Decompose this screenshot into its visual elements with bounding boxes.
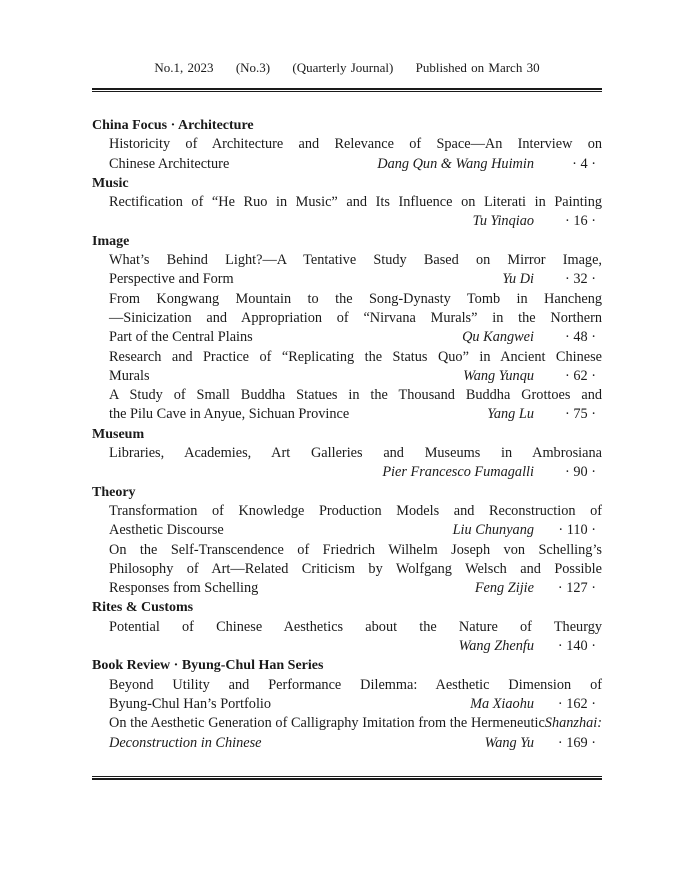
entry-title-text: From Kongwang Mountain to the Song-Dynasty Tomb in Hancheng xyxy=(109,290,602,307)
entry-author-line xyxy=(109,695,602,714)
section-title: Book Review · Byung-Chul Han Series xyxy=(92,658,324,674)
publish-date: Published on March 30 xyxy=(415,60,540,75)
entry-title-italic: Shanzhai: xyxy=(544,715,602,732)
entry-title-line xyxy=(109,348,602,367)
entry-author: Yang Lu xyxy=(487,406,534,423)
entry-title-line xyxy=(109,444,602,463)
entry-title-line xyxy=(109,541,602,560)
entry-page-number: · 62 · xyxy=(565,367,596,384)
entry-page-number: · 162 · xyxy=(557,695,596,712)
entry-title-text: Murals xyxy=(109,367,150,384)
entry-title-text xyxy=(109,734,261,753)
section-title: China Focus · Architecture xyxy=(92,118,254,133)
entry-author: Wang Yu xyxy=(484,734,534,751)
toc-entry[interactable] xyxy=(92,444,602,483)
entry-author-line xyxy=(109,463,602,482)
section-title: Image xyxy=(92,233,130,249)
entry-author: Tu Yinqiao xyxy=(472,213,534,230)
entry-title-line xyxy=(109,714,602,733)
entry-title-text: Research and Practice of “Replicating the Status Quo” in Ancient Chinese xyxy=(109,348,602,365)
journal-header xyxy=(92,60,602,76)
entry-title-line xyxy=(109,193,602,212)
toc-entry[interactable] xyxy=(92,251,602,290)
entry-title-text: Beyond Utility and Performance Dilemma: Aesthetic Dimension of xyxy=(109,676,602,693)
entry-title-line xyxy=(109,618,602,637)
entry-title-line xyxy=(109,386,602,405)
table-of-contents xyxy=(92,116,602,753)
entry-title-text: Byung-Chul Han’s Portfolio xyxy=(109,695,272,712)
toc-entry[interactable] xyxy=(92,714,602,753)
toc-entry[interactable] xyxy=(92,541,602,599)
entry-title-text: Philosophy of Art—Related Criticism by Wolfgang Welsch and Possible xyxy=(109,560,602,577)
toc-entry[interactable] xyxy=(92,290,602,348)
entry-title-text: On the Self-Transcendence of Friedrich Wilhelm Joseph von Schelling’s xyxy=(109,541,602,558)
entry-author: Pier Francesco Fumagalli xyxy=(382,464,534,481)
entry-page-number: · 4 · xyxy=(572,155,596,172)
entry-title-text: A Study of Small Buddha Statues in the Thousand Buddha Grottoes and xyxy=(109,387,602,404)
entry-title-text: On the Aesthetic Generation of Calligraphy Imitation from the Hermeneutic xyxy=(109,715,545,732)
entry-page-number: · 110 · xyxy=(558,522,596,539)
entry-title-text: Perspective and Form xyxy=(109,271,234,288)
section-title: Rites & Customs xyxy=(92,600,194,616)
entry-author-line xyxy=(109,579,602,598)
entry-author-line xyxy=(109,155,602,174)
entry-author-line xyxy=(109,270,602,289)
entry-title-text: Aesthetic Discourse xyxy=(109,522,224,539)
toc-entry[interactable] xyxy=(92,193,602,232)
entry-author: Wang Yunqu xyxy=(463,367,534,384)
footer-rule xyxy=(92,775,602,780)
section-title: Music xyxy=(92,175,129,191)
entry-page-number: · 169 · xyxy=(557,734,596,751)
entry-author: Dang Qun & Wang Huimin xyxy=(377,155,534,172)
entry-title-text: Rectification of “He Ruo in Music” and Its Influence on Literati in Painting xyxy=(109,194,602,211)
toc-entry[interactable] xyxy=(92,135,602,174)
entry-title-line xyxy=(109,135,602,154)
entry-title-italic: Deconstruction in Chinese xyxy=(109,734,262,751)
entry-page-number: · 48 · xyxy=(565,329,596,346)
entry-author-line xyxy=(109,212,602,231)
entry-author: Feng Zijie xyxy=(474,580,534,597)
entry-title-text: Historicity of Architecture and Relevance of Space—An Interview on xyxy=(109,136,602,153)
header-rule xyxy=(92,88,602,92)
entry-author-line xyxy=(109,521,602,540)
entry-page-number: · 127 · xyxy=(557,580,596,597)
entry-author-line xyxy=(109,637,602,656)
issue-number: (No.3) xyxy=(235,60,271,75)
entry-title-line xyxy=(109,290,602,309)
entry-title-text: Chinese Architecture xyxy=(109,155,230,172)
toc-entry[interactable] xyxy=(92,676,602,715)
entry-author-line xyxy=(109,734,602,753)
entry-page-number: · 32 · xyxy=(565,271,596,288)
entry-title-text: the Pilu Cave in Anyue, Sichuan Province xyxy=(109,406,350,423)
entry-title-text: Transformation of Knowledge Production Models and Reconstruction of xyxy=(109,502,602,519)
entry-title-text: What’s Behind Light?—A Tentative Study Based on Mirror Image, xyxy=(109,252,602,269)
entry-title-line xyxy=(109,502,602,521)
toc-entry[interactable] xyxy=(92,386,602,425)
entry-page-number: · 75 · xyxy=(565,406,596,423)
entry-title-line xyxy=(109,309,602,328)
entry-title-text: Part of the Central Plains xyxy=(109,329,253,346)
toc-entry[interactable] xyxy=(92,348,602,387)
entry-author-line xyxy=(109,328,602,347)
entry-author: Qu Kangwei xyxy=(462,329,534,346)
entry-author: Yu Di xyxy=(502,271,534,288)
section-title: Theory xyxy=(92,484,136,500)
entry-page-number: · 16 · xyxy=(565,213,596,230)
entry-author: Liu Chunyang xyxy=(452,522,534,539)
entry-title-text: Potential of Chinese Aesthetics about the Nature of Theurgy xyxy=(109,618,602,635)
entry-author-line xyxy=(109,405,602,424)
entry-title-text: —Sinicization and Appropriation of “Nirvana Murals” in the Northern xyxy=(109,309,602,326)
entry-title-line xyxy=(109,560,602,579)
entry-title-line xyxy=(109,676,602,695)
journal-type: (Quarterly Journal) xyxy=(292,60,394,75)
toc-entry[interactable] xyxy=(92,618,602,657)
entry-page-number: · 90 · xyxy=(565,464,596,481)
entry-title-text: Libraries, Academies, Art Galleries and Museums in Ambrosiana xyxy=(109,445,602,462)
toc-entry[interactable] xyxy=(92,502,602,541)
entry-author-line xyxy=(109,367,602,386)
entry-author: Wang Zhenfu xyxy=(458,638,534,655)
entry-page-number: · 140 · xyxy=(557,638,596,655)
entry-title-line xyxy=(109,251,602,270)
section-title: Museum xyxy=(92,426,145,442)
entry-title-text: Responses from Schelling xyxy=(109,580,259,597)
issue-label: No.1, 2023 xyxy=(154,60,214,75)
entry-author: Ma Xiaohu xyxy=(470,695,534,712)
